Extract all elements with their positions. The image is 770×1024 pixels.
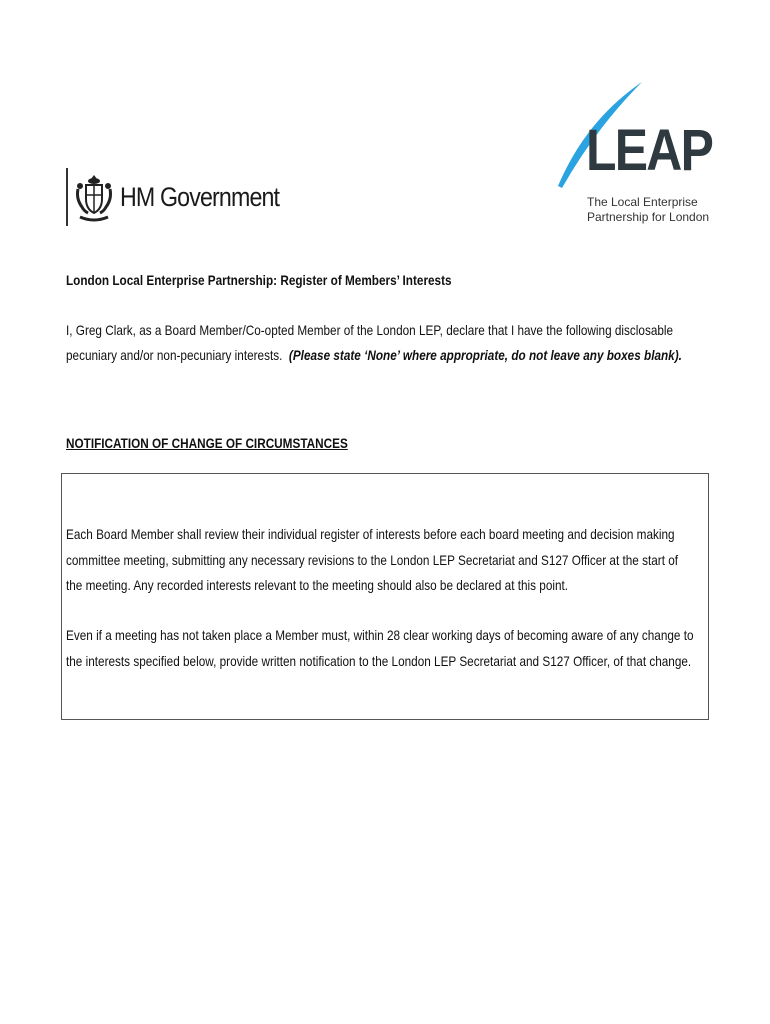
notice-paragraph: Each Board Member shall review their individual register of interests before each board meeting and decision making committee meeting, submitting any necessary revisions to the London LEP Secretariat and S127 Officer at the start of the meeting. Any recorded interests relevant to the meeting should also be declared at this point. [66,526,679,593]
declaration-instruction: (Please state ‘None’ where appropriate, do not leave any boxes blank). [288,347,682,363]
declaration-text: I, Greg Clark, as a Board Member/Co-opted Member of the London LEP, declare that I have the following disclosable pecuniary and/or non-pecuniary interests. [66,322,674,363]
notice-paragraph: Even if a meeting has not taken place a Member must, within 28 clear working days of becoming aware of any change to the interests specified below, provide written notification to the London LEP Secretariat and S127 Officer, of that change. [66,627,694,669]
logo-divider [66,168,68,226]
hm-government-wordmark: HM Government [120,181,280,212]
hm-government-logo [66,168,305,226]
leap-wordmark: LEAP [586,118,713,183]
declaration-intro [66,318,688,368]
royal-crest-icon [74,171,114,223]
leap-tagline-line-1: The Local Enterprise [587,195,698,209]
leap-logo [556,80,716,230]
section-heading: NOTIFICATION OF CHANGE OF CIRCUMSTANCES [66,435,348,451]
leap-tagline-line-2: Partnership for London [587,210,710,224]
leap-tagline [587,195,717,225]
document-title: London Local Enterprise Partnership: Register of Members’ Interests [66,272,452,288]
